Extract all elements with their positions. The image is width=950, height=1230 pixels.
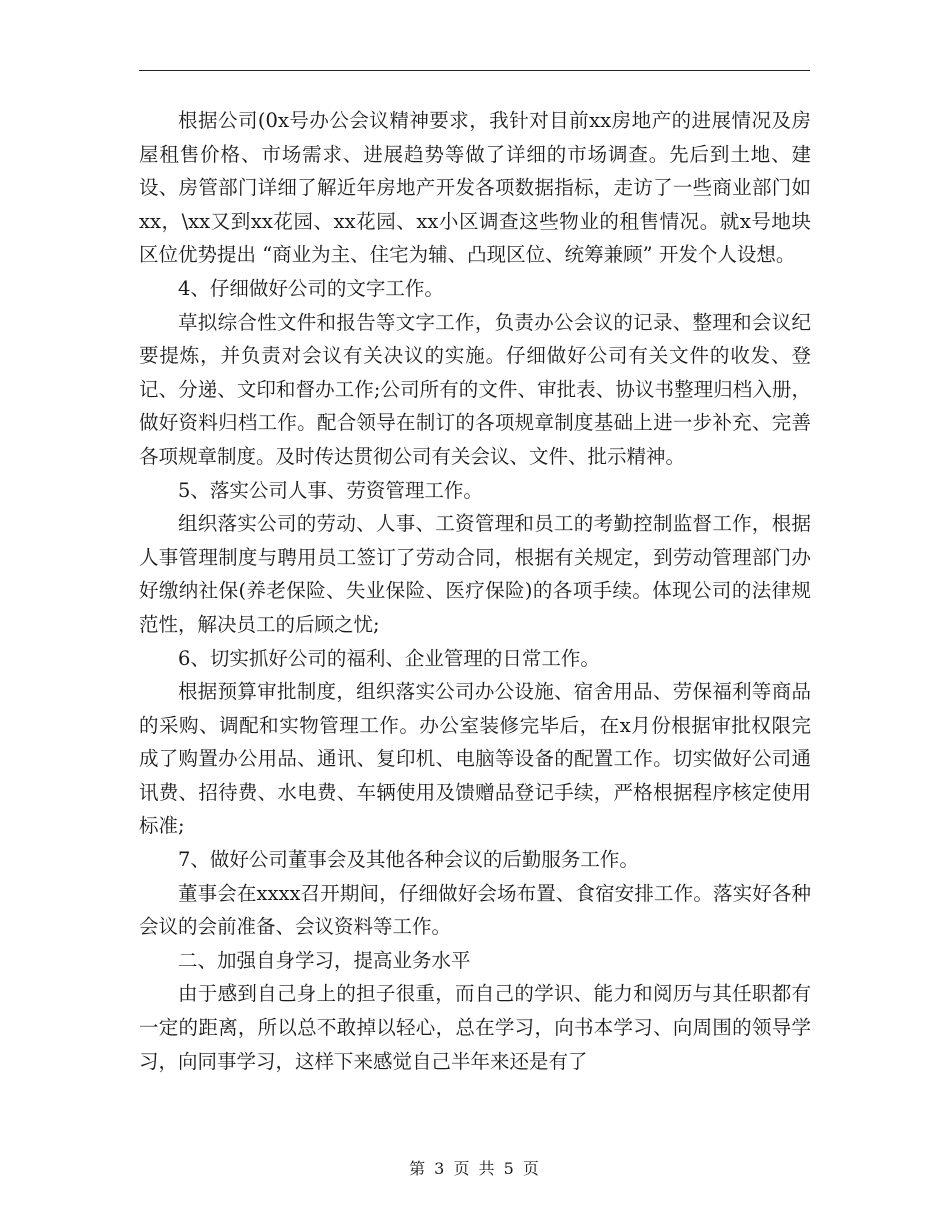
header-rule bbox=[139, 70, 810, 71]
page-number-footer: 第 3 页 共 5 页 bbox=[409, 1159, 541, 1178]
section-heading: 4、仔细做好公司的文字工作。 bbox=[178, 276, 444, 300]
paragraph: 草拟综合性文件和报告等文字工作，负责办公会议的记录、整理和会议纪要提炼，并负责对会议有关决议的实施。仔细做好公司有关文件的收发、登记、分递、文印和督办工作;公司所有的文件、审批表、协议书整理归档入册，做好资料归档工作。配合领导在制订的各项规章制度基础上进一步补充、完善各项规章制度。及时传达贯彻公司有关会议、文件、批示精神。 bbox=[139, 310, 811, 468]
paragraph: 组织落实公司的劳动、人事、工资管理和员工的考勤控制监督工作，根据人事管理制度与聘用员工签订了劳动合同，根据有关规定，到劳动管理部门办好缴纳社保(养老保险、失业保险、医疗保险)的各项手续。体现公司的法律规范性，解决员工的后顾之忧; bbox=[139, 512, 811, 636]
section-heading: 6、切实抓好公司的福利、企业管理的日常工作。 bbox=[178, 646, 600, 670]
paragraph: 由于感到自己身上的担子很重，而自己的学识、能力和阅历与其任职都有一定的距离，所以总不敢掉以轻心，总在学习，向书本学习、向周围的领导学习，向同事学习，这样下来感觉自己半年来还是有了 bbox=[139, 982, 811, 1073]
paragraph: 根据预算审批制度，组织落实公司办公设施、宿舍用品、劳保福利等商品的采购、调配和实物管理工作。办公室装修完毕后，在x月份根据审批权限完成了购置办公用品、通讯、复印机、电脑等设备的配置工作。切实做好公司通讯费、招待费、水电费、车辆使用及馈赠品登记手续，严格根据程序核定使用标准; bbox=[139, 680, 811, 838]
section-heading: 7、做好公司董事会及其他各种会议的后勤服务工作。 bbox=[178, 848, 639, 872]
paragraph: 董事会在xxxx召开期间，仔细做好会场布置、食宿安排工作。落实好各种会议的会前准备、会议资料等工作。 bbox=[139, 881, 811, 939]
section-heading: 5、落实公司人事、劳资管理工作。 bbox=[178, 478, 483, 502]
document-body bbox=[139, 104, 811, 1078]
paragraph: 根据公司(0x号办公会议精神要求，我针对目前xx房地产的进展情况及房屋租售价格、市场需求、进展趋势等做了详细的市场调查。先后到土地、建设、房管部门详细了解近年房地产开发各项数据指标，走访了一些商业部门如xx，\xx又到xx花园、xx花园、xx小区调查这些物业的租售情况。就x号地块区位优势提出 “商业为主、住宅为辅、凸现区位、统筹兼顾” 开发个人设想。 bbox=[139, 109, 811, 267]
section-heading: 二、加强自身学习，提高业务水平 bbox=[178, 948, 471, 972]
